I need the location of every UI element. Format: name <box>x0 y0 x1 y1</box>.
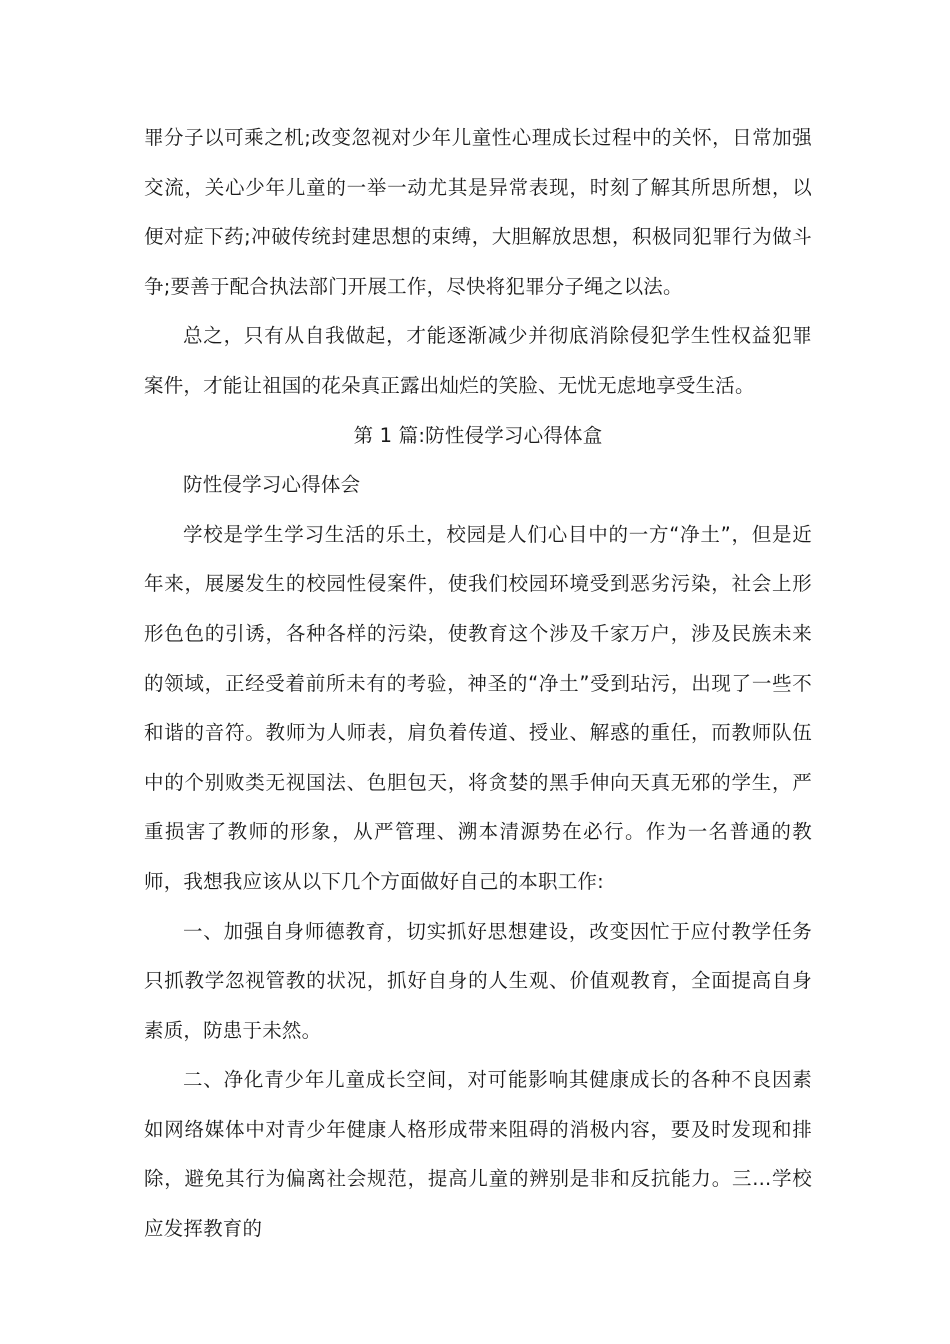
document-body <box>144 113 812 1254</box>
paragraph-intro: 学校是学生学习生活的乐土，校园是人们心目中的一方“净土”，但是近年来，展屡发生的校园性侵案件，使我们校园环境受到恶劣污染，社会上形形色色的引诱，各种各样的污染，使教育这个涉及千家万户，涉及民族未来的领域，正经受着前所未有的考验，神圣的“净土”受到玷污，出现了一些不和谐的音符。教师为人师表，肩负着传道、授业、解惑的重任，而教师队伍中的个别败类无视国法、色胆包天，将贪婪的黑手伸向天真无邪的学生，严重损害了教师的形象，从严管理、溯本清源势在必行。作为一名普通的教师，我想我应该从以下几个方面做好自己的本职工作: <box>144 522 812 893</box>
section-heading: 第 1 篇:防性侵学习心得体盒 <box>353 423 603 447</box>
paragraph-point-one: 一、加强自身师德教育，切实抓好思想建设，改变因忙于应付教学任务只抓教学忽视管教的状况，抓好自身的人生观、价值观教育，全面提高自身素质，防患于未然。 <box>144 919 812 1042</box>
article-title: 防性侵学习心得体会 <box>183 473 361 497</box>
paragraph-continuation: 罪分子以可乘之机;改变忽视对少年儿童性心理成长过程中的关怀，日常加强交流，关心少年儿童的一举一动尤其是异常表现，时刻了解其所思所想，以便对症下药;冲破传统封建思想的束缚，大胆解放思想，积极同犯罪行为做斗争;要善于配合执法部门开展工作，尽快将犯罪分子绳之以法。 <box>144 126 812 298</box>
paragraph-point-two: 二、净化青少年儿童成长空间，对可能影响其健康成长的各种不良因素如网络媒体中对青少年健康人格形成带来阻碍的消极内容，要及时发现和排除，避免其行为偏离社会规范，提高儿童的辨别是非和反抗能力。三...学校应发挥教育的 <box>144 1068 812 1241</box>
paragraph-conclusion: 总之，只有从自我做起，才能逐渐减少并彻底消除侵犯学生性权益犯罪案件，才能让祖国的花朵真正露出灿烂的笑脸、无忧无虑地享受生活。 <box>144 324 812 397</box>
